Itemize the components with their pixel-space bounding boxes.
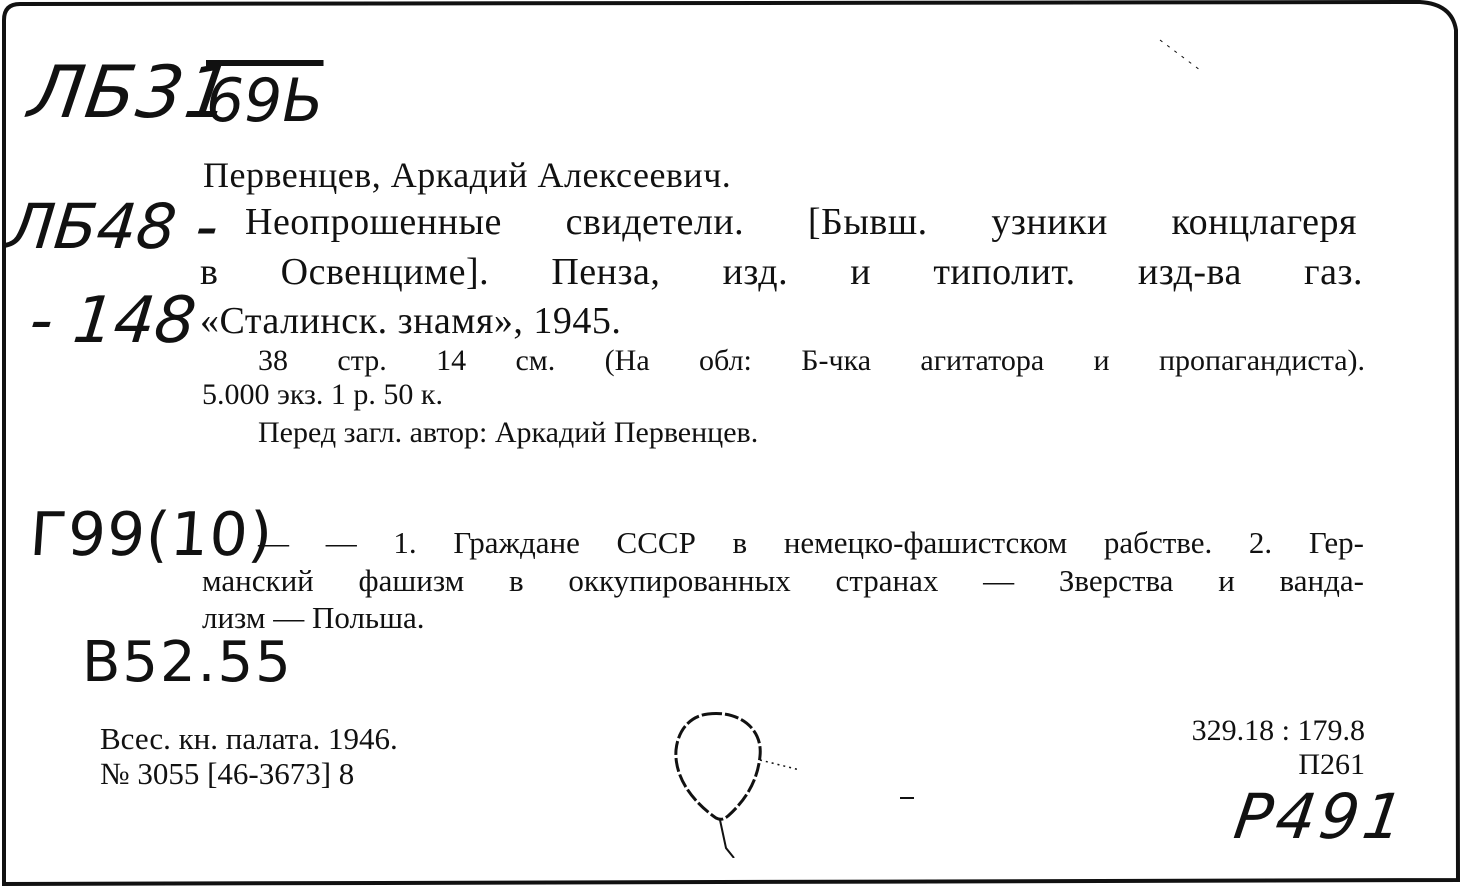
registration-number: № 3055 [46-3673] 8 xyxy=(100,756,355,791)
author-sign: П261 xyxy=(1298,748,1365,781)
title-line-1: Неопрошенные свидетели. [Бывш. узники концлагеря xyxy=(245,201,1357,243)
subjects-line-2: манский фашизм в оккупированных странах — Зверства и ванда- xyxy=(202,563,1364,598)
subjects-line-3: лизм — Польша. xyxy=(202,600,425,635)
title-line-2: в Освенциме]. Пенза, изд. и типолит. изд-ва газ. xyxy=(200,251,1363,293)
physical-description-line-1: 38 стр. 14 см. (На обл: Б-чка агитатора и пропагандиста). xyxy=(258,344,1365,377)
punch-hole-outline xyxy=(668,708,778,858)
subjects-line-1: — — 1. Граждане СССР в немецко-фашистском рабстве. 2. Гер- xyxy=(258,525,1364,560)
handwritten-inventory: Р491 xyxy=(1229,780,1412,853)
handwritten-classification: Г99(10) xyxy=(27,500,276,570)
title-note: Перед загл. автор: Аркадий Первенцев. xyxy=(258,416,759,449)
handwritten-shelfmark-3: - 148 xyxy=(26,284,200,358)
title-line-3: «Сталинск. знамя», 1945. xyxy=(200,300,622,342)
handwritten-shelfmark-1-suffix: 69Ь xyxy=(206,66,324,136)
handwritten-copy-mark: В52.55 xyxy=(82,630,293,695)
handwritten-shelfmark-2: ЛБ48 - xyxy=(4,190,222,263)
author-heading: Первенцев, Аркадий Алексеевич. xyxy=(203,155,732,195)
handwritten-shelfmark-1: ЛБ31 xyxy=(24,50,240,134)
physical-description-line-2: 5.000 экз. 1 р. 50 к. xyxy=(202,378,443,411)
udc-index: 329.18 : 179.8 xyxy=(1191,714,1365,747)
book-chamber-line: Всес. кн. палата. 1946. xyxy=(100,721,398,756)
